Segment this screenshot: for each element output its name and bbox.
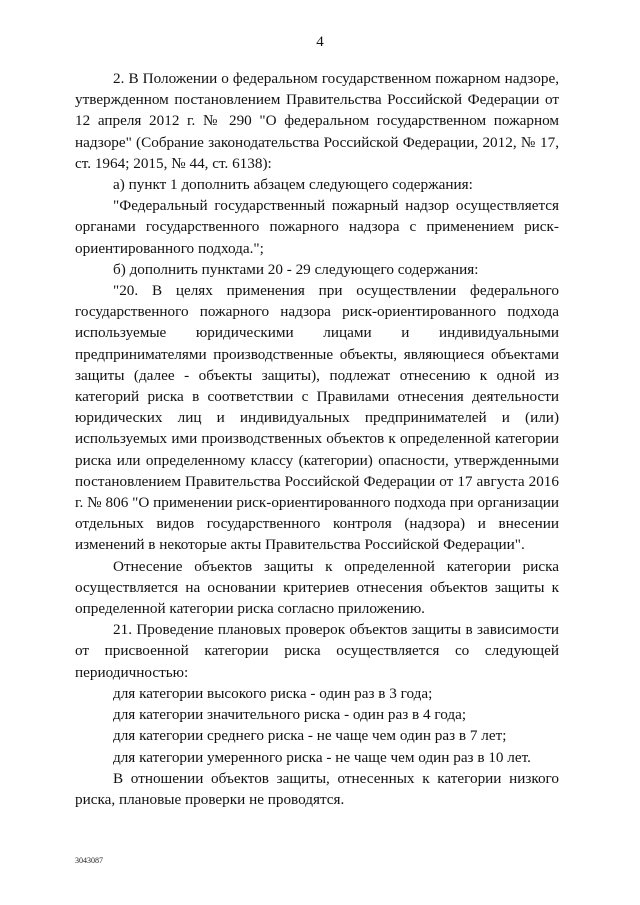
document-code: 3043087 — [75, 856, 103, 865]
paragraph-subitem-b: б) дополнить пунктами 20 - 29 следующего содержания: — [113, 260, 479, 278]
list-item-medium-risk: для категории среднего риска - не чаще чем один раз в 7 лет; — [113, 727, 507, 745]
paragraph-amendment-2: 2. В Положении о федеральном государственном пожарном надзоре, утвержденном постановлением Правительства Российской Федерации от 12 апреля 2012 г. № 290 "О федеральном государственном пожарном надзоре" (Собрание законодательства Российской Федерации, 2012, № 17, ст. 1964; 2015, № 44, ст. 6138): — [75, 70, 559, 172]
list-item-moderate-risk: для категории умеренного риска - не чаще чем один раз в 10 лет. — [113, 748, 531, 766]
list-item-significant-risk: для категории значительного риска - один раз в 4 года; — [113, 706, 467, 724]
paragraph-point-21: 21. Проведение плановых проверок объектов защиты в зависимости от присвоенной категории риска осуществляется со следующей периодичностью: — [75, 621, 559, 681]
document-body — [75, 68, 559, 810]
paragraph-point-20: "20. В целях применения при осуществлении федерального государственного пожарного надзора риск-ориентированного подхода используемые юридическими лицами и индивидуальными предпринимателями производственные объекты, являющиеся объектами защиты (далее - объекты защиты), подлежат отнесению к одной из категорий риска в соответствии с Правилами отнесения деятельности юридических лиц и индивидуальных предпринимателей и (или) используемых ими производственных объектов к определенной категории риска или определенному классу (категории) опасности, утвержденными постановлением Правительства Российской Федерации от 17 августа 2016 г. № 806 "О применении риск-ориентированного подхода при организации отдельных видов государственного контроля (надзора) и внесении изменений в некоторые акты Правительства Российской Федерации". — [75, 282, 559, 554]
paragraph-risk-assignment: Отнесение объектов защиты к определенной категории риска осуществляется на основании критериев отнесения объектов защиты к определенной категории риска согласно приложению. — [75, 557, 559, 618]
paragraph-low-risk: В отношении объектов защиты, отнесенных к категории низкого риска, плановые проверки не проводятся. — [75, 769, 559, 808]
paragraph-subitem-a: а) пункт 1 дополнить абзацем следующего содержания: — [113, 176, 473, 194]
paragraph-quote-point-1: "Федеральный государственный пожарный надзор осуществляется органами государственного пожарного надзора с применением риск-ориентированного подхода."; — [75, 197, 559, 257]
list-item-high-risk: для категории высокого риска - один раз в 3 года; — [113, 684, 433, 702]
page-number: 4 — [316, 34, 324, 50]
